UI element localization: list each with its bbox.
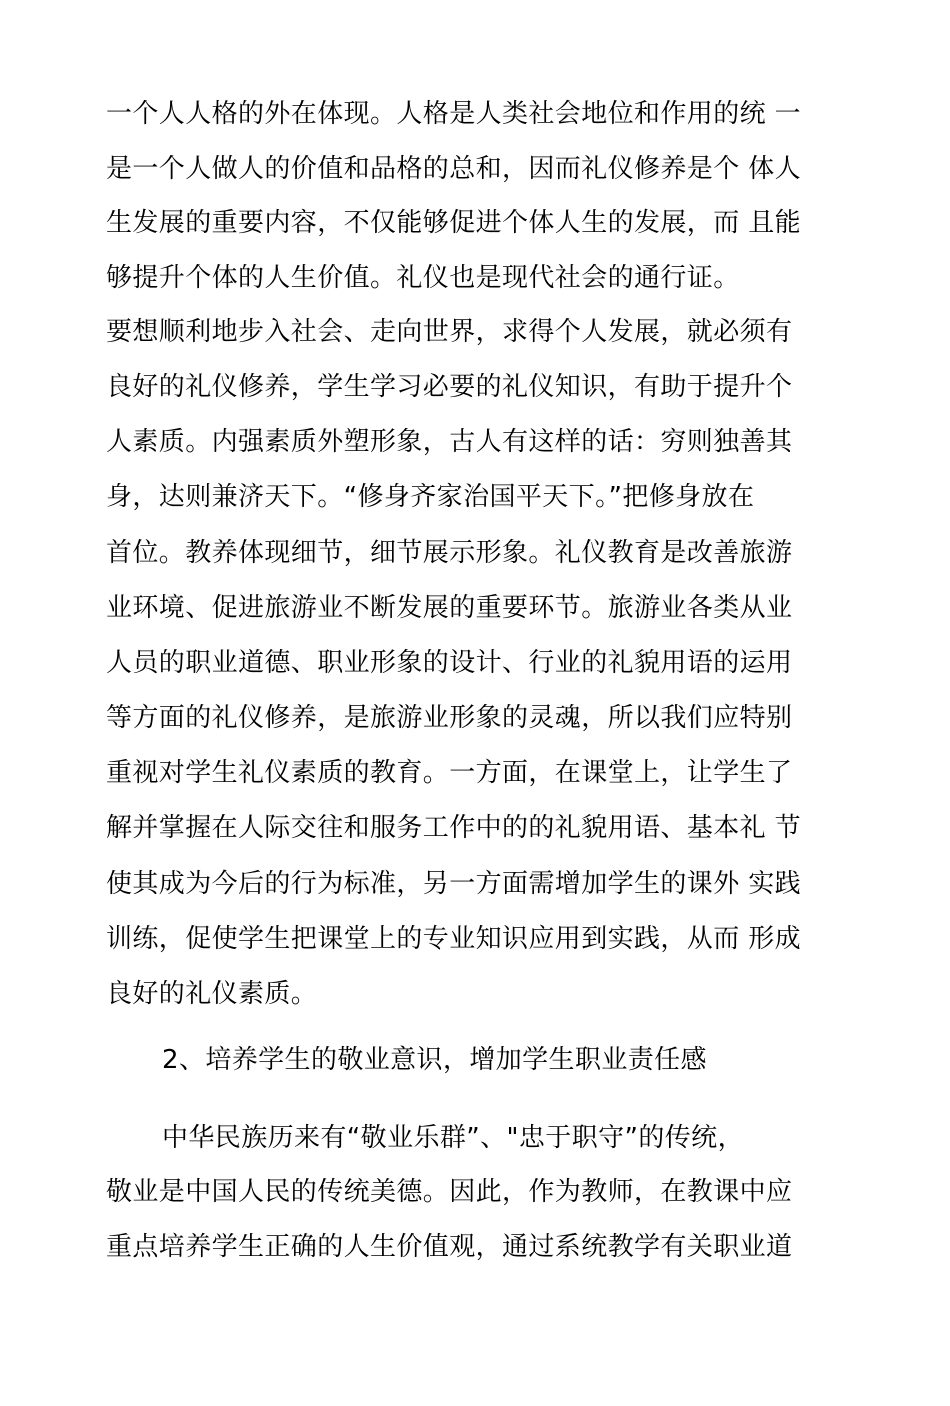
text-line: 身，达则兼济天下。“修身齐家治国平天下。”把修身放在	[106, 482, 755, 512]
text-line: 解并掌握在人际交往和服务工作中的的礼貌用语、基本礼 节	[106, 813, 802, 843]
text-line: 够提升个体的人生价值。礼仪也是现代社会的通行证。	[106, 263, 740, 293]
text-line: 一个人人格的外在体现。人格是人类社会地位和作用的统 一	[106, 99, 802, 129]
text-line: 重点培养学生正确的人生价值观，通过系统教学有关职业道	[106, 1232, 793, 1262]
text-line: 等方面的礼仪修养，是旅游业形象的灵魂，所以我们应特别	[106, 703, 793, 733]
text-line: 良好的礼仪修养，学生学习必要的礼仪知识，有助于提升个	[106, 372, 793, 402]
text-line: 是一个人做人的价值和品格的总和，因而礼仪修养是个 体人	[106, 154, 802, 184]
text-line: 业环境、促进旅游业不断发展的重要环节。旅游业各类从业	[106, 593, 793, 623]
text-line: 生发展的重要内容，不仅能够促进个体人生的发展，而 且能	[106, 208, 802, 238]
text-line: 人员的职业道德、职业形象的设计、行业的礼貌用语的运用	[106, 648, 793, 678]
text-line: 人素质。内强素质外塑形象，古人有这样的话：穷则独善其	[106, 427, 793, 457]
text-line: 训练，促使学生把课堂上的专业知识应用到实践，从而 形成	[106, 924, 802, 954]
text-line: 要想顺利地步入社会、走向世界，求得个人发展，就必须有	[106, 317, 793, 347]
text-line: 使其成为今后的行为标准，另一方面需增加学生的课外 实践	[106, 869, 802, 899]
text-line: 重视对学生礼仪素质的教育。一方面，在课堂上，让学生了	[106, 758, 793, 788]
text-line: 良好的礼仪素质。	[106, 979, 318, 1009]
text-line: 中华民族历来有“敬业乐群”、"忠于职守”的传统，	[162, 1123, 744, 1153]
text-line: 首位。教养体现细节，细节展示形象。礼仪教育是改善旅游	[106, 538, 793, 568]
text-line: 敬业是中国人民的传统美德。因此，作为教师，在教课中应	[106, 1177, 793, 1207]
section-heading: 2、培养学生的敬业意识，增加学生职业责任感	[162, 1045, 707, 1075]
